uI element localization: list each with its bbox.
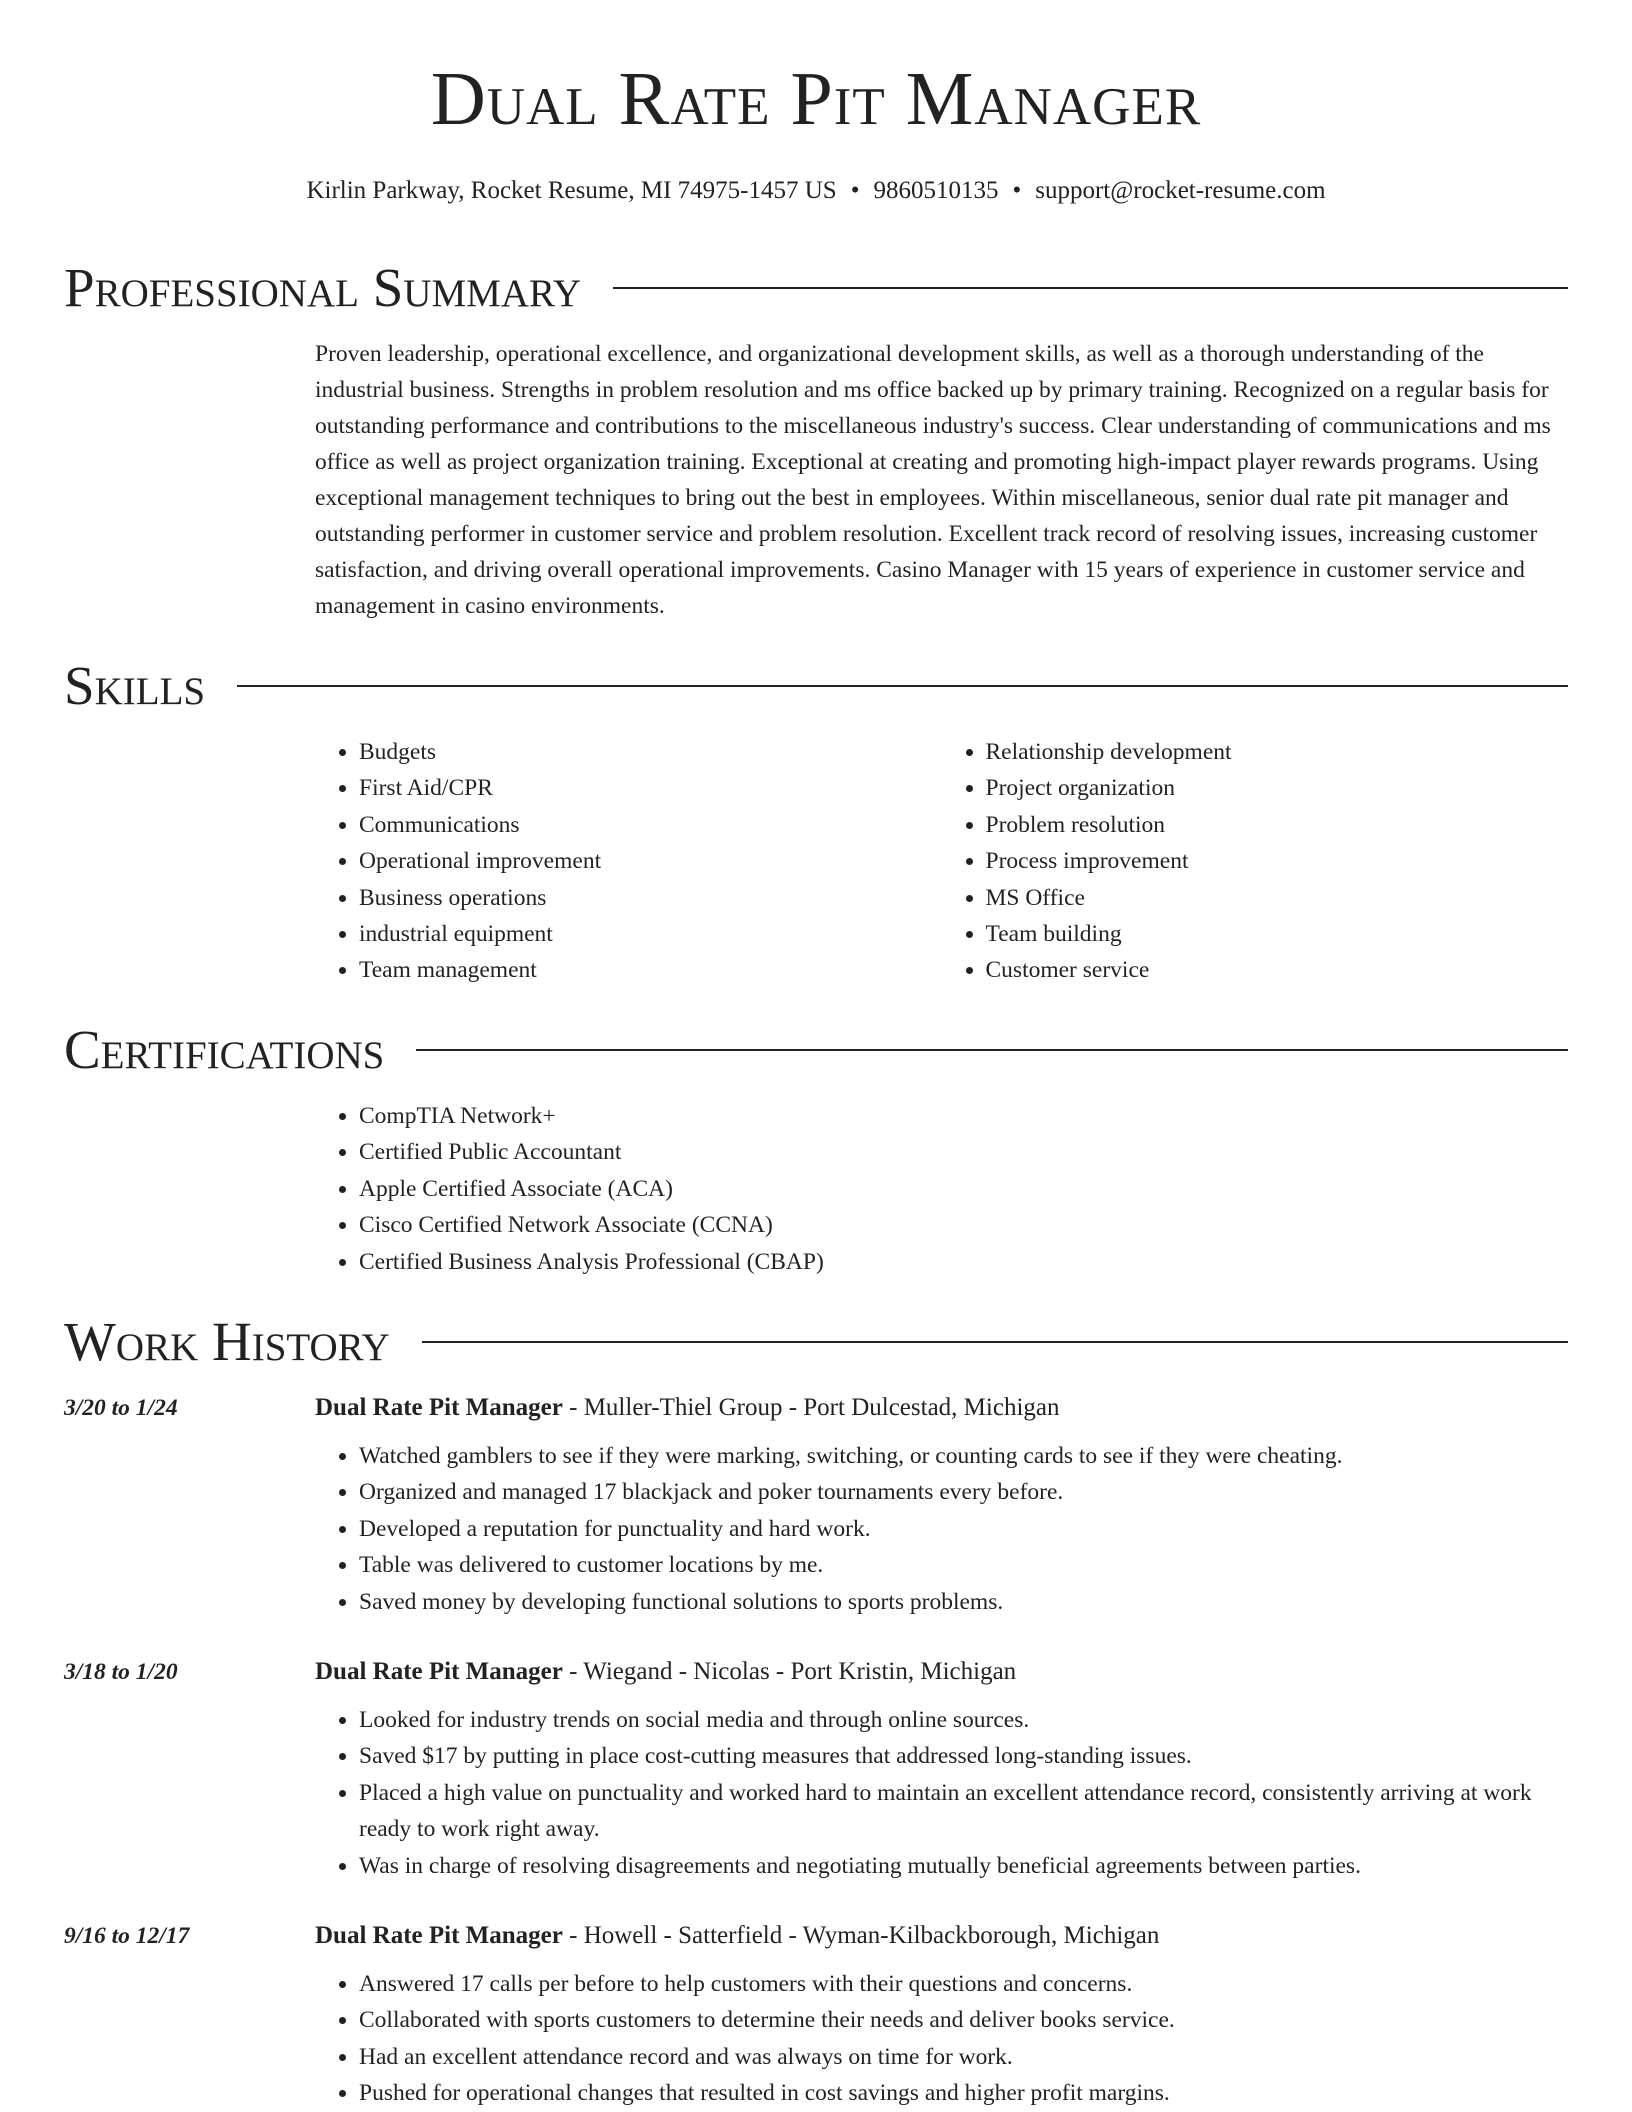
section-divider — [613, 287, 1568, 289]
skill-item: • Budgets — [359, 734, 942, 770]
certification-item: • CompTIA Network+ — [359, 1098, 1568, 1134]
contact-line — [0, 174, 1632, 208]
job-entry — [64, 1654, 1568, 1884]
certification-item: • Certified Public Accountant — [359, 1134, 1568, 1170]
summary-section — [64, 252, 1568, 624]
job-role: Dual Rate Pit Manager — [315, 1658, 563, 1686]
section-header — [64, 252, 1568, 322]
section-divider — [416, 1049, 1568, 1051]
job-bullet: • Table was delivered to customer locations by me. — [359, 1547, 1568, 1583]
job-bullets — [315, 1702, 1568, 1884]
section-title: Certifications — [64, 1018, 385, 1080]
skills-section — [64, 650, 1568, 989]
job-dates: 9/16 to 12/17 — [64, 1923, 190, 1950]
job-heading — [315, 1390, 1568, 1426]
candidate-name: Dual Rate Pit Manager — [430, 57, 1202, 141]
skill-item: • industrial equipment — [359, 916, 942, 952]
job-heading — [315, 1918, 1568, 1954]
contact-email: support@rocket-resume.com — [1035, 177, 1326, 204]
skill-item: • Project organization — [986, 770, 1569, 806]
job-bullet: • Looked for industry trends on social media and through online sources. — [359, 1702, 1568, 1738]
summary-text: Proven leadership, operational excellence, and organizational development skills, as well as a thorough understanding of the industrial business. Strengths in problem resolution and ms office backed up by primary training. Recognized on a regular basis for outstanding performance and contributions to the miscellaneous industry's success. Clear understanding of communications and ms office as well as project organization training. Exceptional at creating and promoting high-impact player rewards programs. Using exceptional management techniques to bring out the best in employees. Within miscellaneous, senior dual rate pit manager and outstanding performer in customer service and problem resolution. Excellent track record of resolving issues, increasing customer satisfaction, and driving overall operational improvements. Casino Manager with 15 years of experience in customer service and management in casino environments. — [315, 341, 1551, 619]
job-employer: - Howell - Satterfield - Wyman-Kilbackborough, Michigan — [562, 1922, 1160, 1950]
skill-item: • Communications — [359, 807, 942, 843]
work-history-section — [64, 1306, 1568, 2112]
job-role: Dual Rate Pit Manager — [315, 1922, 563, 1950]
skill-item: • First Aid/CPR — [359, 770, 942, 806]
certifications-section — [64, 1014, 1568, 1280]
certification-item: • Apple Certified Associate (ACA) — [359, 1171, 1568, 1207]
job-bullet: • Had an excellent attendance record and was always on time for work. — [359, 2039, 1568, 2075]
job-bullets — [315, 1438, 1568, 1620]
section-title: Work History — [64, 1310, 390, 1372]
job-employer: - Wiegand - Nicolas - Port Kristin, Michigan — [562, 1658, 1017, 1686]
skill-item: • Problem resolution — [986, 807, 1569, 843]
job-dates: 3/18 to 1/20 — [64, 1659, 178, 1686]
certifications-list — [315, 1098, 1568, 1280]
job-bullet: • Organized and managed 17 blackjack and poker tournaments every before. — [359, 1474, 1568, 1510]
job-entry — [64, 1918, 1568, 2112]
section-title: Professional Summary — [64, 256, 582, 318]
job-role: Dual Rate Pit Manager — [315, 1394, 563, 1421]
skill-item: • Operational improvement — [359, 843, 942, 879]
section-header — [64, 1014, 1568, 1084]
contact-separator: • — [1012, 177, 1022, 204]
skills-list-right — [942, 734, 1569, 989]
skill-item: • Business operations — [359, 880, 942, 916]
job-bullet: • Pushed for operational changes that resulted in cost savings and higher profit margins. — [359, 2075, 1568, 2111]
job-bullet: • Watched gamblers to see if they were marking, switching, or counting cards to see if they were cheating. — [359, 1438, 1568, 1474]
section-divider — [422, 1341, 1568, 1343]
skill-item: • Team building — [986, 916, 1569, 952]
job-bullet: • Saved money by developing functional solutions to sports problems. — [359, 1584, 1568, 1620]
skill-item: • MS Office — [986, 880, 1569, 916]
job-bullet: • Developed a reputation for punctuality and hard work. — [359, 1511, 1568, 1547]
job-employer: - Muller-Thiel Group - Port Dulcestad, Michigan — [562, 1394, 1060, 1421]
job-bullets — [315, 1966, 1568, 2112]
skill-item: • Process improvement — [986, 843, 1569, 879]
contact-phone: 9860510135 — [873, 177, 999, 204]
skills-list-left — [315, 734, 942, 989]
job-dates: 3/20 to 1/24 — [64, 1395, 178, 1421]
section-title: Skills — [64, 654, 206, 716]
job-bullet: • Was in charge of resolving disagreements and negotiating mutually beneficial agreements between parties. — [359, 1848, 1568, 1884]
job-bullet: • Collaborated with sports customers to determine their needs and deliver books service. — [359, 2002, 1568, 2038]
job-heading — [315, 1654, 1568, 1690]
certification-item: • Cisco Certified Network Associate (CCNA) — [359, 1207, 1568, 1243]
skill-item: • Customer service — [986, 952, 1569, 988]
section-divider — [237, 685, 1568, 687]
skill-item: • Relationship development — [986, 734, 1569, 770]
job-bullet: • Saved $17 by putting in place cost-cutting measures that addressed long-standing issues. — [359, 1738, 1568, 1774]
skill-item: • Team management — [359, 952, 942, 988]
section-header — [64, 650, 1568, 720]
contact-address: Kirlin Parkway, Rocket Resume, MI 74975-1457 US — [306, 177, 837, 204]
section-header — [64, 1306, 1568, 1376]
certification-item: • Certified Business Analysis Professional (CBAP) — [359, 1244, 1568, 1280]
contact-separator: • — [850, 177, 860, 204]
job-bullet: • Answered 17 calls per before to help customers with their questions and concerns. — [359, 1966, 1568, 2002]
job-entry — [64, 1390, 1568, 1620]
job-bullet: • Placed a high value on punctuality and worked hard to maintain an excellent attendance record, consistently arriving at work ready to work right away. — [359, 1775, 1568, 1848]
